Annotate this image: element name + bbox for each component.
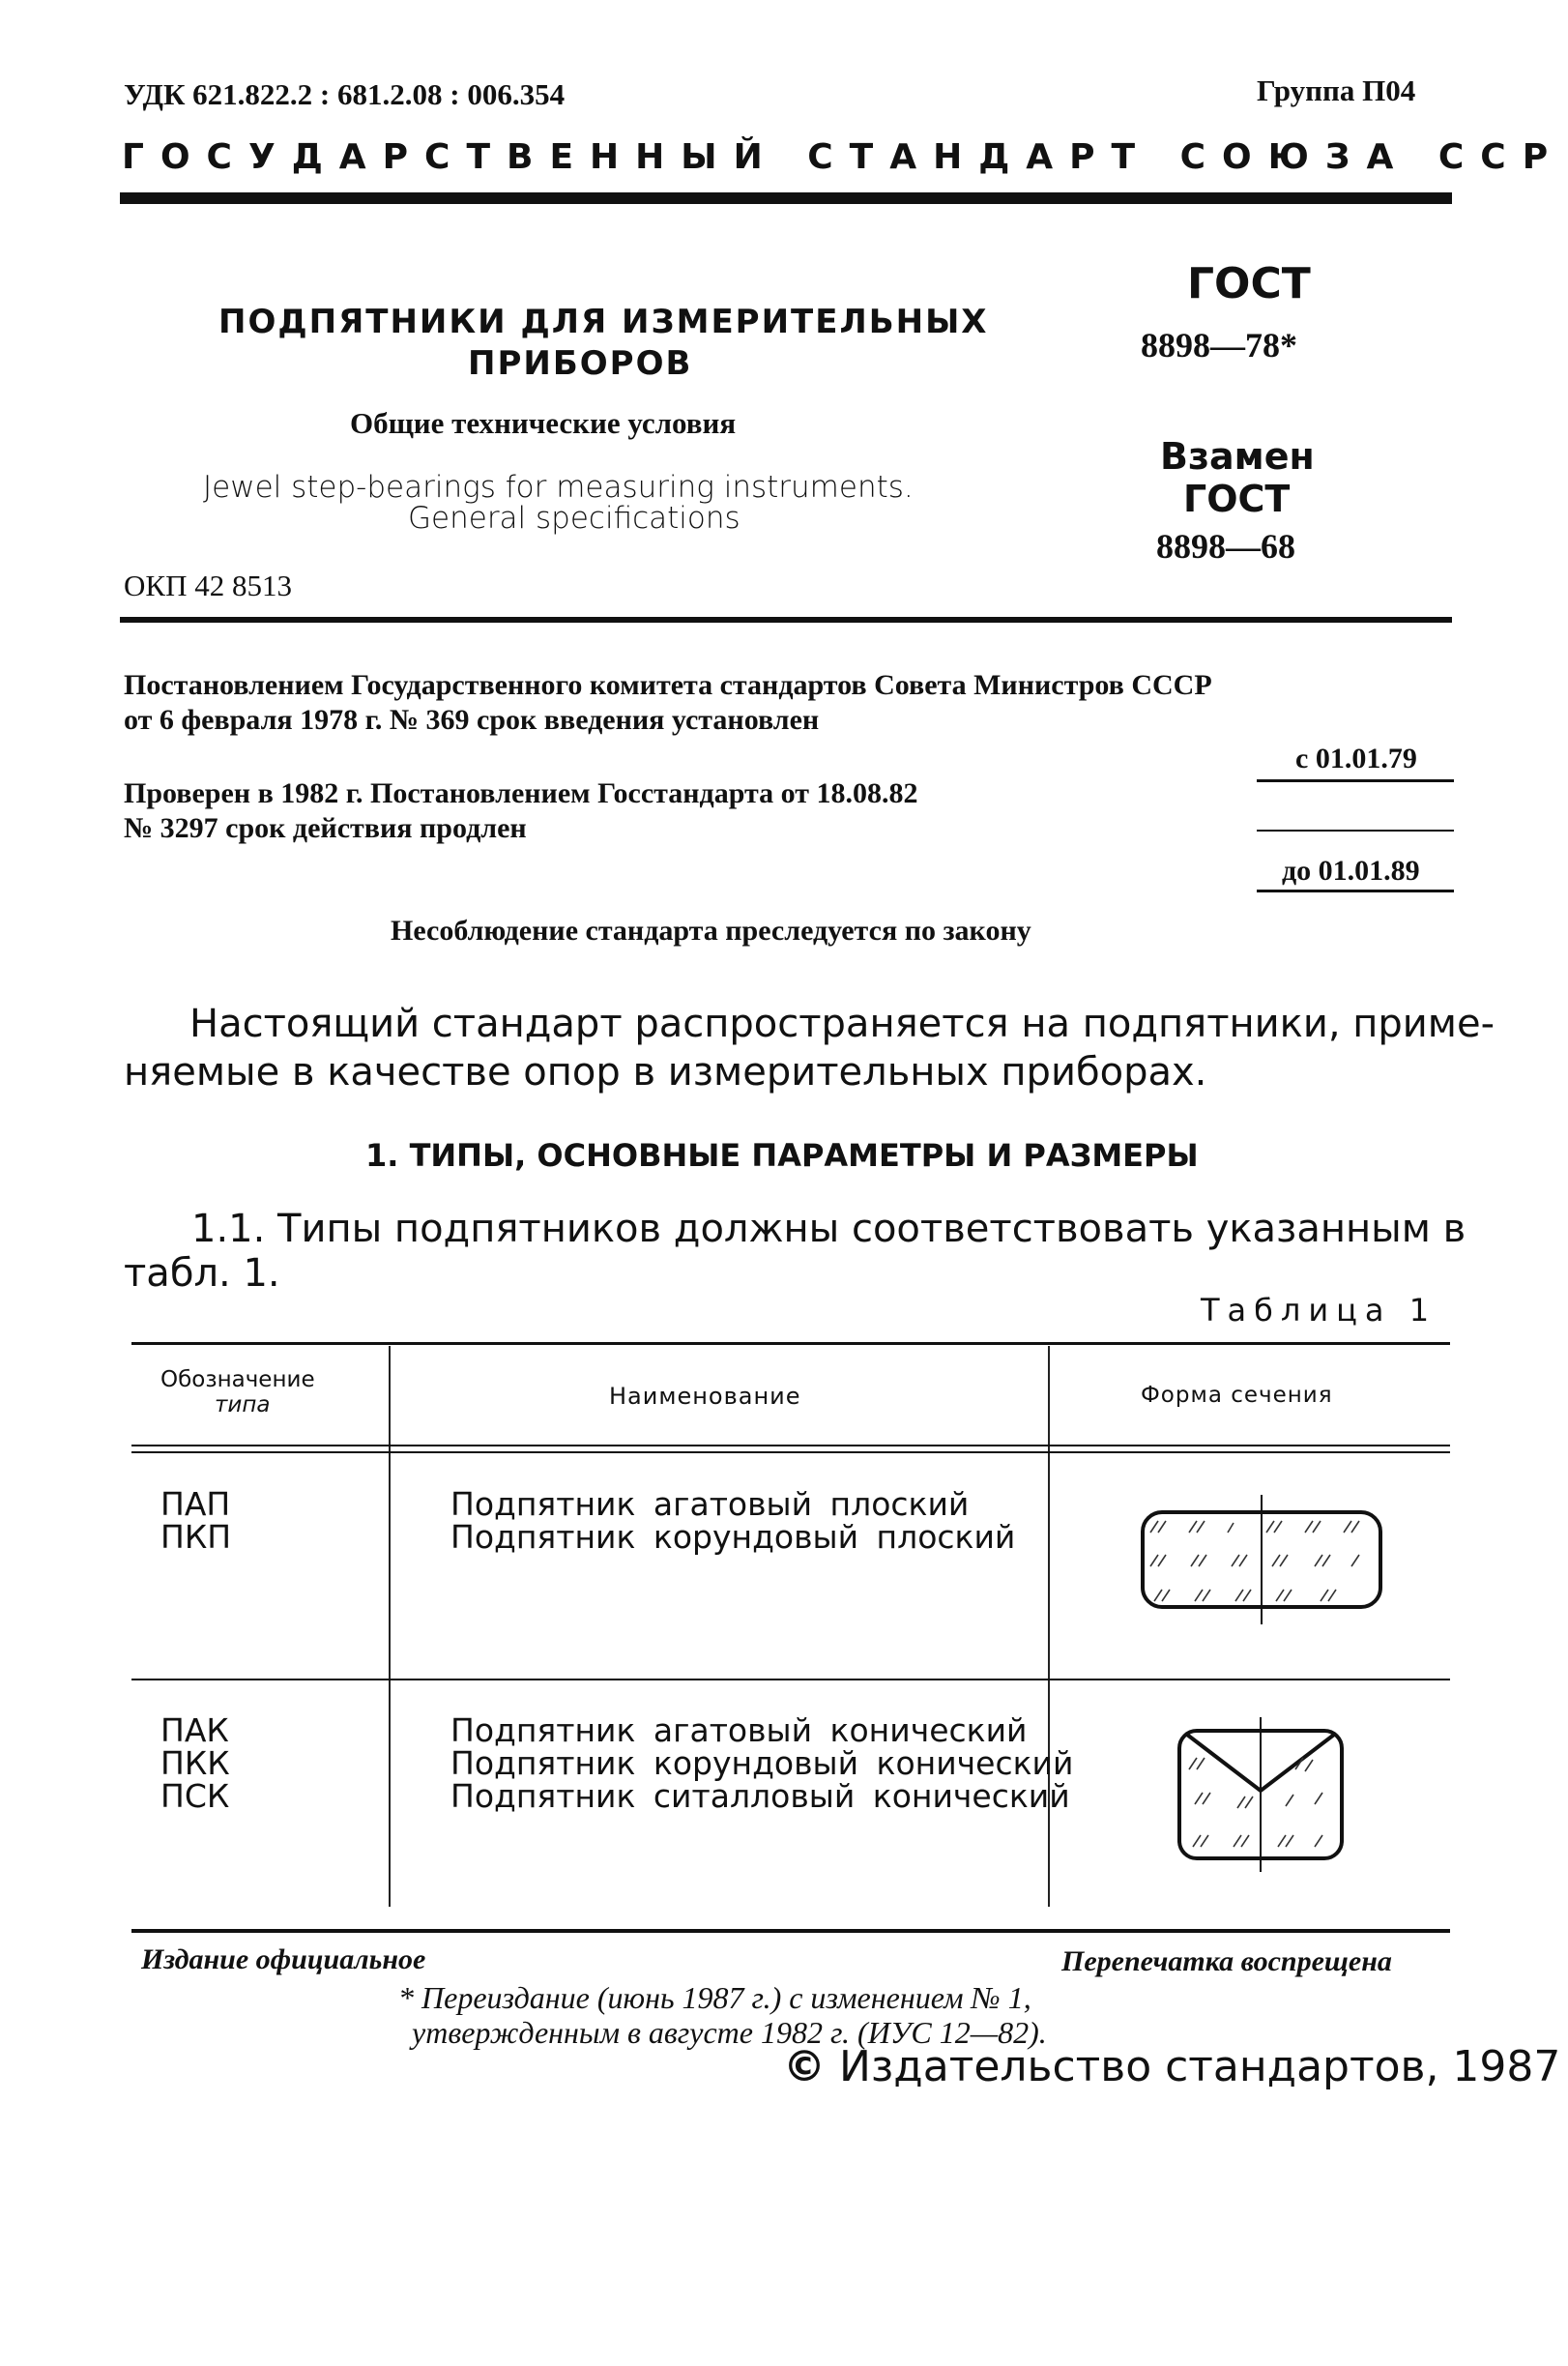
intro-line2: няемые в качестве опор в измерительных приборах. [124,1050,1207,1095]
type-code-pak: ПАК [160,1711,229,1749]
section-heading: 1. ТИПЫ, ОСНОВНЫЕ ПАРАМЕТРЫ И РАЗМЕРЫ [365,1137,1199,1174]
doc-title-line1: ПОДПЯТНИКИ ДЛЯ ИЗМЕРИТЕЛЬНЫХ [218,303,989,341]
paragraph-1-1-line1: 1.1. Типы подпятников должны соответствовать указанным в [191,1207,1466,1251]
footer-rule [131,1929,1450,1933]
title-block-rule [120,617,1452,623]
org-title: ГОСУДАРСТВЕННЫЙ СТАНДАРТ СОЮЗА ССР [122,137,1565,177]
copyright-text: Издательство стандартов, 1987 [839,2042,1561,2091]
table-header-double-rule-1 [131,1445,1450,1446]
doc-subtitle: Общие технические условия [350,406,737,440]
english-title-line2: General specifications [408,501,740,536]
table-header-double-rule-2 [131,1451,1450,1453]
col-header-designation: Обозначение [160,1367,315,1392]
gost-label: ГОСТ [1187,259,1311,308]
to-date-underline [1257,890,1454,892]
table-column-divider-2 [1048,1346,1050,1907]
doc-title-line2: ПРИБОРОВ [468,344,693,383]
type-name-pap: Подпятник агатовый плоский [450,1485,970,1523]
decree-line2: от 6 февраля 1978 г. № 369 срок введения установлен [124,704,820,736]
gost-number: 8898—78* [1141,326,1297,365]
from-date-underline [1257,779,1454,782]
flat-section-shape-icon [1131,1489,1392,1634]
conical-section-shape-icon [1160,1711,1363,1876]
type-code-pap: ПАП [160,1485,231,1523]
type-name-pkk: Подпятник корундовый конический [450,1744,1074,1782]
copyright-line [783,2042,1560,2091]
table-column-divider-1 [389,1346,391,1907]
table-row-separator [131,1679,1450,1680]
type-code-pkk: ПКК [160,1744,230,1782]
old-gost-label: ГОСТ [1183,478,1291,520]
reissue-note-line2: утвержденным в августе 1982 г. (ИУС 12—82). [412,2015,1047,2050]
replaces-label: Взамен [1160,435,1315,478]
type-name-pkp: Подпятник корундовый плоский [450,1518,1016,1556]
okp-code: ОКП 42 8513 [124,569,292,602]
valid-until-date: до 01.01.89 [1282,855,1420,887]
type-code-psk: ПСК [160,1777,230,1815]
reprint-prohibited: Перепечатка воспрещена [1061,1945,1392,1977]
type-name-pak: Подпятник агатовый конический [450,1711,1028,1749]
col-header-designation-sub: типа [215,1392,271,1417]
group-code: Группа П04 [1257,73,1416,107]
col-header-section-shape: Форма сечения [1141,1383,1333,1408]
reissue-note-line1: * Переиздание (июнь 1987 г.) с изменением № 1, [398,1980,1031,2015]
type-name-psk: Подпятник ситалловый конический [450,1777,1070,1815]
english-title-line1: Jewel step-bearings for measuring instruments. [203,470,914,505]
copyright-icon: © [783,2042,826,2091]
header-thick-rule [120,192,1452,204]
type-code-pkp: ПКП [160,1518,232,1556]
check-line1: Проверен в 1982 г. Постановлением Госстандарта от 18.08.82 [124,777,918,809]
to-date-overline [1257,830,1454,832]
paragraph-1-1-line2: табл. 1. [124,1251,280,1296]
check-line2: № 3297 срок действия продлен [124,812,527,844]
col-header-name: Наименование [609,1383,801,1410]
official-edition: Издание официальное [141,1943,426,1975]
table-caption: Таблица 1 [1201,1292,1437,1329]
table-top-rule [131,1342,1450,1345]
legal-warning: Несоблюдение стандарта преследуется по закону [391,915,1031,947]
udk-code: УДК 621.822.2 : 681.2.08 : 006.354 [124,77,566,111]
decree-line1: Постановлением Государственного комитета стандартов Совета Министров СССР [124,669,1212,701]
old-gost-number: 8898—68 [1156,527,1295,566]
intro-line1: Настоящий стандарт распространяется на подпятники, приме- [189,1002,1495,1046]
effective-from-date: с 01.01.79 [1295,743,1417,774]
